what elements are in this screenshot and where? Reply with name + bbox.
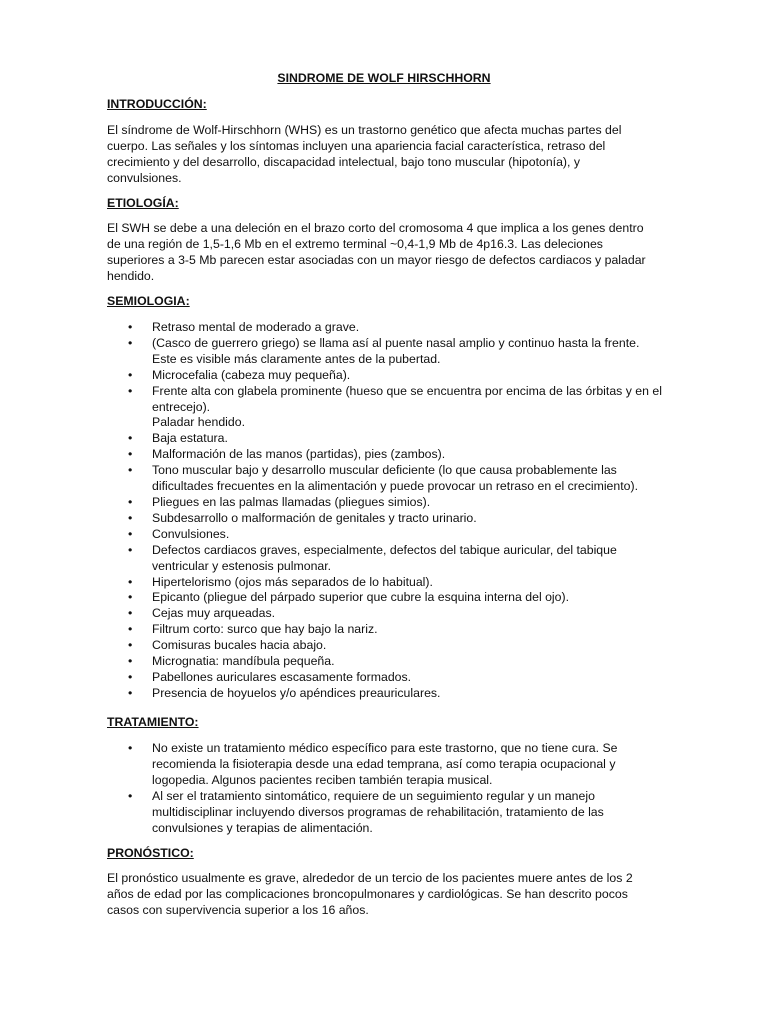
paragraph-etiologia: El SWH se debe a una deleción en el brazo corto del cromosoma 4 que implica a los genes dentro de una región de 1,5-1,6 Mb en el extremo terminal ~0,4-1,9 Mb de 4p16.3. Las deleciones superiores a 3-5 Mb parecen estar asociadas con un mayor riesgo de defectos cardiacos y paladar hendido. <box>107 221 646 283</box>
list-item-text: Microcefalia (cabeza muy pequeña). <box>152 367 351 382</box>
bullet-icon: • <box>128 574 133 589</box>
bullet-icon: • <box>128 510 133 525</box>
list-item-text: Baja estatura. <box>152 431 228 446</box>
list-item <box>107 606 667 622</box>
list-item <box>107 320 667 336</box>
bullet-icon: • <box>128 431 133 446</box>
heading-etiologia: ETIOLOGÍA: <box>107 196 179 210</box>
list-item-text: Defectos cardiacos graves, especialmente, defectos del tabique auricular, del tabique ventricular y estenosis pulmonar. <box>152 542 617 573</box>
heading-introduccion: INTRODUCCIÓN: <box>107 97 207 111</box>
list-item <box>107 686 667 702</box>
list-item <box>107 463 667 495</box>
list-item <box>107 495 667 511</box>
list-item <box>107 431 667 447</box>
bullet-icon: • <box>128 367 133 382</box>
bullet-icon: • <box>128 685 133 700</box>
list-item-text: Tono muscular bajo y desarrollo muscular deficiente (lo que causa probablemente las dificultades frecuentes en la alimentación y puede provocar un retraso en el crecimiento). <box>152 463 638 494</box>
bullet-icon: • <box>128 788 133 803</box>
list-item-text: Hipertelorismo (ojos más separados de lo habitual). <box>152 574 433 589</box>
list-item <box>107 511 667 527</box>
heading-semiologia: SEMIOLOGIA: <box>107 294 190 308</box>
bullet-icon: • <box>128 463 133 478</box>
list-item-text: (Casco de guerrero griego) se llama así al puente nasal amplio y continuo hasta la frente. Este es visible más claramente antes de la pubertad. <box>152 335 640 366</box>
list-item-text: Malformación de las manos (partidas), pies (zambos). <box>152 447 446 462</box>
list-item <box>107 670 667 686</box>
bullet-icon: • <box>128 741 133 755</box>
semiologia-list <box>107 320 667 702</box>
list-item <box>107 789 667 837</box>
bullet-icon: • <box>128 335 133 350</box>
list-item-text: Filtrum corto: surco que hay bajo la nariz. <box>152 622 378 637</box>
list-item-text: Subdesarrollo o malformación de genitales y tracto urinario. <box>152 510 477 525</box>
list-item-text: No existe un tratamiento médico específico para este trastorno, que no tiene cura. Se recomienda la fisioterapia desde una edad temprana, así como terapia ocupacional y logopedia. Algunos pacientes reciben también terapia musical. <box>152 741 618 787</box>
heading-tratamiento: TRATAMIENTO: <box>107 715 199 729</box>
list-item <box>107 527 667 543</box>
bullet-icon: • <box>128 494 133 509</box>
heading-pronostico: PRONÓSTICO: <box>107 846 194 860</box>
list-item-text: Presencia de hoyuelos y/o apéndices preauriculares. <box>152 685 441 700</box>
document-title: SINDROME DE WOLF HIRSCHHORN <box>277 71 491 85</box>
list-item <box>107 447 667 463</box>
paragraph-introduccion: El síndrome de Wolf-Hirschhorn (WHS) es un trastorno genético que afecta muchas partes del cuerpo. Las señales y los síntomas incluyen una apariencia facial característica, retraso del crecimiento y del desarrollo, discapacidad intelectual, bajo tono muscular (hipotonía), y convulsiones. <box>107 123 622 185</box>
list-item-text: Pabellones auriculares escasamente formados. <box>152 669 412 684</box>
list-item-text: Frente alta con glabela prominente (hueso que se encuentra por encima de las órbitas y en el entrecejo). <box>152 383 662 414</box>
list-item-extra-text: Paladar hendido. <box>152 415 245 430</box>
list-item <box>107 638 667 654</box>
list-item <box>107 590 667 606</box>
bullet-icon: • <box>128 590 133 605</box>
list-item <box>107 575 667 591</box>
list-item-text: Al ser el tratamiento sintomático, requiere de un seguimiento regular y un manejo multidisciplinar incluyendo diversos programas de rehabilitación, tratamiento de las convulsiones y terapias de alimentación. <box>152 788 604 835</box>
list-item-text: Convulsiones. <box>152 526 230 541</box>
list-item-text: Micrognatia: mandíbula pequeña. <box>152 654 335 669</box>
list-item-text: Epicanto (pliegue del párpado superior que cubre la esquina interna del ojo). <box>152 590 570 605</box>
bullet-icon: • <box>128 320 133 334</box>
list-item-text: Cejas muy arqueadas. <box>152 606 276 621</box>
list-item <box>107 543 667 575</box>
list-item <box>107 368 667 384</box>
bullet-icon: • <box>128 638 133 653</box>
bullet-icon: • <box>128 622 133 637</box>
bullet-icon: • <box>128 526 133 541</box>
list-item <box>107 654 667 670</box>
bullet-icon: • <box>128 606 133 621</box>
list-item-text: Retraso mental de moderado a grave. <box>152 320 360 334</box>
bullet-icon: • <box>128 383 133 398</box>
paragraph-pronostico: El pronóstico usualmente es grave, alrededor de un tercio de los pacientes muere antes de los 2 años de edad por las complicaciones broncopulmonares y cardiológicas. Se han descrito pocos casos con supervivencia superior a los 16 años. <box>107 871 633 917</box>
list-item <box>107 336 667 368</box>
bullet-icon: • <box>128 447 133 462</box>
list-item <box>107 384 667 432</box>
bullet-icon: • <box>128 669 133 684</box>
bullet-icon: • <box>128 542 133 557</box>
tratamiento-list <box>107 741 667 836</box>
bullet-icon: • <box>128 654 133 669</box>
list-item <box>107 622 667 638</box>
list-item <box>107 741 667 789</box>
list-item-text: Comisuras bucales hacia abajo. <box>152 638 327 653</box>
list-item-text: Pliegues en las palmas llamadas (pliegues simios). <box>152 494 431 509</box>
